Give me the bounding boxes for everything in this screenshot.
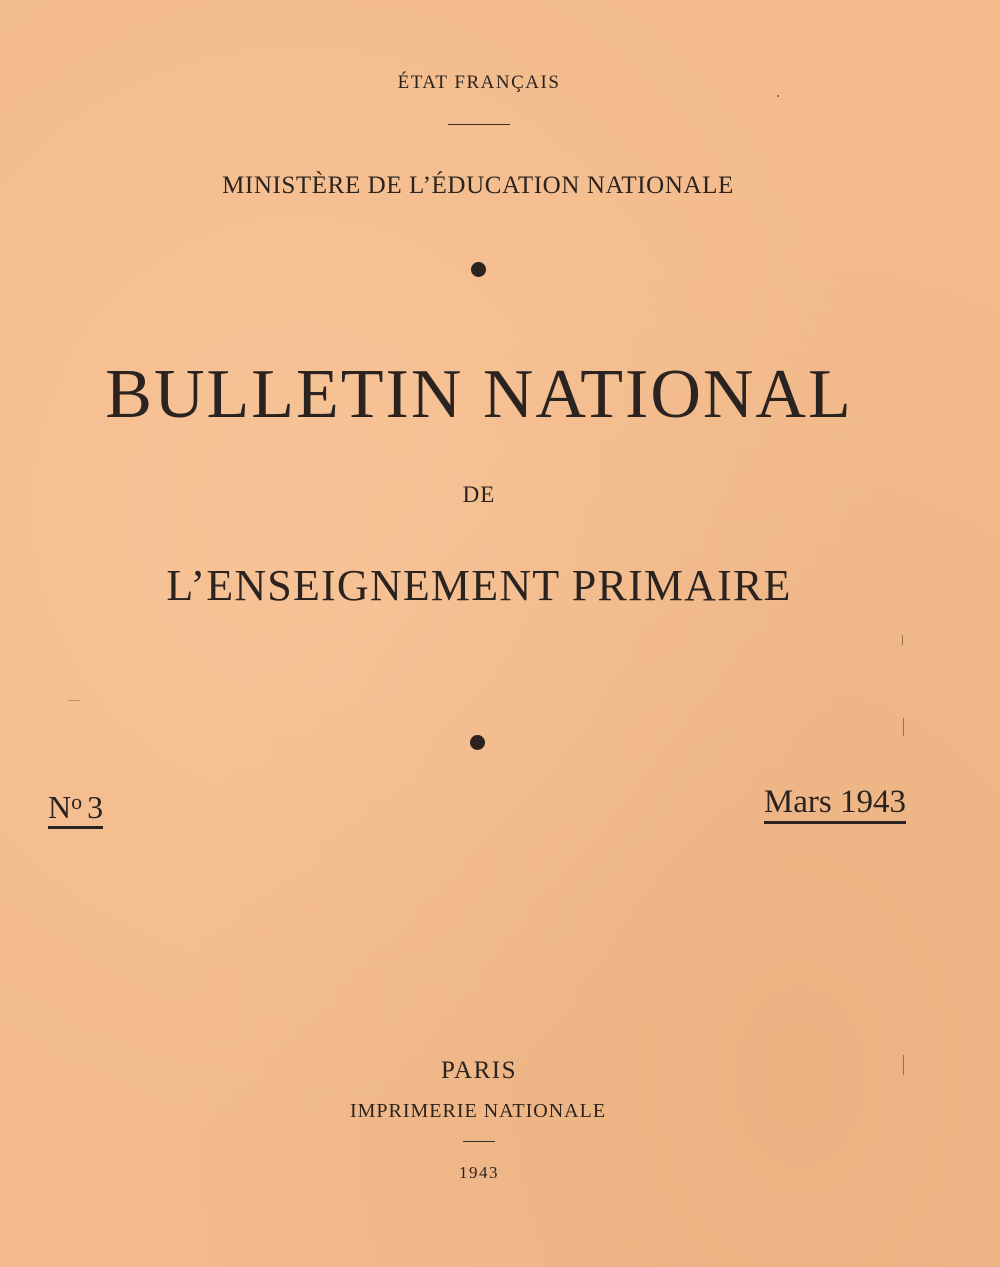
paper-mark: [903, 718, 904, 736]
issue-date: Mars 1943: [764, 785, 906, 824]
paper-mark: [777, 95, 779, 97]
paper-mark: [902, 635, 903, 645]
imprint-divider: [463, 1141, 495, 1142]
title-connector: DE: [462, 482, 496, 507]
imprint-printer: IMPRIMERIE NATIONALE: [349, 1100, 607, 1122]
bulletin-subtitle: L’ENSEIGNEMENT PRIMAIRE: [166, 561, 792, 610]
issue-prefix: N: [48, 789, 72, 825]
imprint-city: PARIS: [440, 1057, 518, 1084]
imprint-year: 1943: [459, 1163, 499, 1182]
bulletin-title: BULLETIN NATIONAL: [105, 356, 853, 433]
ornament-dot-bottom: [470, 735, 485, 750]
paper-mark: [903, 1055, 904, 1075]
ornament-dot-top: [471, 262, 486, 277]
issue-superscript: o: [71, 789, 83, 814]
issue-number-value: 3: [87, 789, 104, 825]
state-divider: [448, 124, 510, 125]
paper-mark: [68, 700, 80, 701]
ministry-heading: MINISTÈRE DE L’ÉDUCATION NATIONALE: [222, 172, 734, 199]
issue-number: [48, 785, 103, 829]
state-heading: ÉTAT FRANÇAIS: [397, 72, 561, 93]
